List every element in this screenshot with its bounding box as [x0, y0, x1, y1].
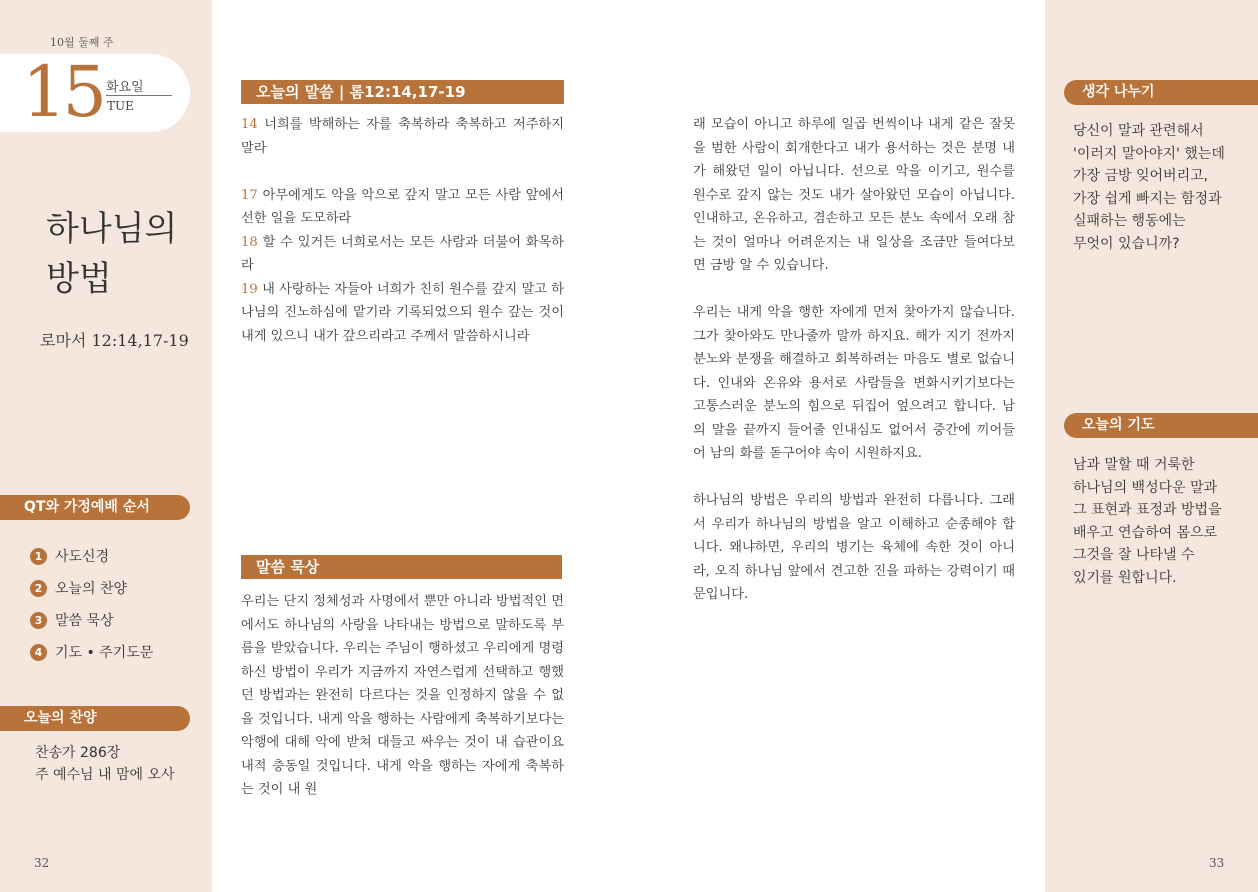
meditation-paragraph: 우리는 내게 악을 행한 자에게 먼저 찾아가지 않습니다. 그가 찾아와도 만나줄까 말까 하지요. 해가 지기 전까지 분노와 분쟁을 해결하고 회복하려는 마음도 별로 없습니다. 인내와 온유와 용서로 사람들을 변화시키기보다는 고통스러운 분노의 힘으로 뒤집어 엎으려고 합니다. 남의 말을 끝까지 들어줄 인내심도 없어서 중간에 끼어들어 남의 화를 돋구어야 속이 시원하지요. [693, 305, 1015, 461]
order-item [30, 604, 153, 636]
order-number-badge: 2 [30, 580, 47, 597]
hymn-text [35, 742, 175, 786]
meditation-paragraph: 하나님의 방법은 우리의 방법과 완전히 다릅니다. 그래서 우리가 하나님의 방법을 알고 이해하고 순종해야 합니다. 왜냐하면, 우리의 병기는 육체에 속한 것이 아니라, 오직 하나님 앞에서 견고한 진을 파하는 강력이기 때문입니다. [693, 493, 1015, 602]
weekday-english: TUE [107, 99, 134, 113]
weekday-divider [106, 95, 172, 96]
verse-text: 내 사랑하는 자들아 너희가 친히 원수를 갚지 말고 하나님의 진노하심에 맡기라 기록되었으되 원수 갚는 것이 내게 있으니 내가 갚으리라고 주께서 말씀하시니라 [241, 281, 564, 344]
hymn-title: 주 예수님 내 맘에 오사 [35, 767, 175, 783]
verse-text: 할 수 있거든 너희로서는 모든 사람과 더불어 화목하라 [241, 234, 564, 273]
prayer-text: 남과 말할 때 거룩한 하나님의 백성다운 말과 그 표현과 표정과 방법을 배우고 연습하여 몸으로 그것을 잘 나타낼 수 있기를 원합니다. [1073, 457, 1222, 586]
order-number-badge: 4 [30, 644, 47, 661]
verse [241, 113, 564, 160]
verse [241, 278, 564, 349]
hymn-number: 찬송가 286장 [35, 745, 121, 761]
meditation-header: 말씀 묵상 [241, 555, 562, 579]
order-item [30, 572, 153, 604]
order-header: QT와 가정예배 순서 [0, 495, 190, 520]
verses [241, 113, 564, 348]
verse-number: 17 [241, 187, 258, 203]
prayer-header: 오늘의 기도 [1064, 413, 1258, 438]
page-title [46, 204, 206, 304]
order-item-label: 기도 • 주기도문 [55, 645, 154, 661]
order-item [30, 540, 153, 572]
title-line-1: 하나님의 [46, 209, 178, 249]
day-number: 15 [22, 51, 104, 133]
verse [241, 231, 564, 278]
order-number-badge: 1 [30, 548, 47, 565]
title-line-2: 방법 [46, 259, 112, 299]
share-header: 생각 나누기 [1064, 80, 1258, 105]
verse-number: 19 [241, 281, 258, 297]
order-item-label: 말씀 묵상 [55, 613, 114, 629]
verse-number: 18 [241, 234, 258, 250]
order-item [30, 636, 153, 668]
page-number-left: 32 [34, 856, 50, 870]
meditation-paragraph: 래 모습이 아니고 하루에 일곱 번씩이나 내게 같은 잘못을 범한 사람이 회개한다고 내가 용서하는 것은 분명 내가 해왔던 일이 아닙니다. 선으로 악을 이기고, 원수를 원수로 갚지 않는 것도 내가 살아왔던 모습이 아닙니다. 인내하고, 온유하고, 겸손하고 모든 분노 속에서 오래 참는 것이 얼마나 어려운지는 내 일상을 조금만 들여다보면 금방 알 수 있습니다. [693, 117, 1015, 273]
order-item-label: 오늘의 찬양 [55, 581, 128, 597]
verse-text: 너희를 박해하는 자를 축복하라 축복하고 저주하지 말라 [241, 117, 564, 156]
verse-number: 14 [241, 117, 258, 132]
order-list [30, 540, 153, 668]
order-item-label: 사도신경 [55, 549, 110, 565]
page-number-right: 33 [1209, 856, 1225, 870]
verse-text: 아무에게도 악을 악으로 갚지 말고 모든 사람 앞에서 선한 일을 도모하라 [241, 187, 564, 226]
meditation-continued [693, 113, 1015, 630]
weekday-korean: 화요일 [106, 80, 144, 95]
week-label: 10월 둘째 주 [50, 36, 114, 49]
word-header: 오늘의 말씀 | 롬12:14,17-19 [241, 80, 564, 104]
meditation-text: 우리는 단지 정체성과 사명에서 뿐만 아니라 방법적인 면에서도 하나님의 사랑을 나타내는 방법으로 말하도록 부름을 받았습니다. 우리는 주님이 행하셨고 우리에게 명령하신 방법이 우리가 지금까지 자연스럽게 선택하고 행했던 방법과는 완전히 다르다는 것을 인정하지 않을 수 없을 것입니다. 내게 악을 행하는 사람에게 축복하기보다는 악행에 대해 악에 받쳐 대들고 싸우는 것이 내 습관이요 내적 충동일 것입니다. 내게 악을 행하는 자에게 축복하는 것이 내 원 [241, 594, 564, 797]
passage-reference: 로마서 12:14,17-19 [40, 331, 189, 350]
verse [241, 184, 564, 231]
hymn-header: 오늘의 찬양 [0, 706, 190, 731]
order-number-badge: 3 [30, 612, 47, 629]
share-text: 당신이 말과 관련해서 '이러지 말아야지' 했는데 가장 금방 잊어버리고, 가장 쉽게 빠지는 함정과 실패하는 행동에는 무엇이 있습니까? [1073, 123, 1225, 252]
